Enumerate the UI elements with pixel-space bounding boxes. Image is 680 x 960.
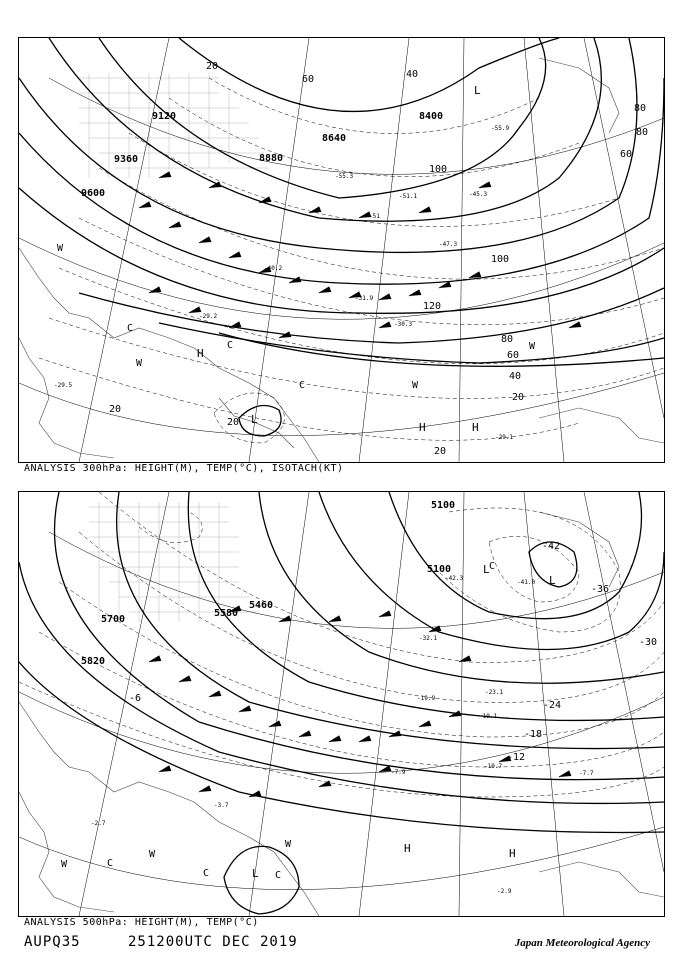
pressure-centers xyxy=(252,563,556,880)
isotherm-lines xyxy=(19,492,664,797)
high-center-marker: H xyxy=(509,847,516,860)
coastlines xyxy=(19,58,664,462)
cold-marker: C xyxy=(275,870,282,881)
temp-obs: -51.1 xyxy=(399,193,418,200)
cold-marker: C xyxy=(127,323,134,334)
temp-obs: -31.9 xyxy=(355,295,374,302)
temp-obs: -7.9 xyxy=(391,769,406,776)
low-center-marker: L xyxy=(251,413,258,426)
temp-markers xyxy=(61,561,498,881)
isotach-label: 120 xyxy=(423,301,442,312)
temp-obs: -30.3 xyxy=(394,321,413,328)
isotherm-label: -18 xyxy=(524,729,543,740)
height-label: 9600 xyxy=(81,188,106,199)
isotach-labels xyxy=(109,61,648,457)
isotach-label: 40 xyxy=(509,371,522,382)
caption-300hpa: ANALYSIS 300hPa: HEIGHT(M), TEMP(°C), ISOTACH(KT) xyxy=(24,463,344,474)
valid-time: 251200UTC DEC 2019 xyxy=(128,934,298,950)
height-label: 9360 xyxy=(114,154,139,165)
height-label: 5100 xyxy=(427,564,452,575)
map-500hpa xyxy=(18,491,665,917)
isotach-label: 80 xyxy=(636,127,649,138)
isotach-label: 60 xyxy=(620,149,633,160)
isotach-label: 100 xyxy=(429,164,448,175)
isotach-label: 20 xyxy=(512,392,525,403)
hatched-region xyxy=(89,502,259,622)
height-contours xyxy=(19,492,664,914)
isotach-label: 80 xyxy=(634,103,647,114)
height-label: 8640 xyxy=(322,133,347,144)
map-500hpa-svg xyxy=(19,492,664,916)
isotach-lines xyxy=(39,78,664,443)
isotach-label: 100 xyxy=(491,254,510,265)
map-300hpa xyxy=(18,37,665,463)
caption-500hpa: ANALYSIS 500hPa: HEIGHT(M), TEMP(°C) xyxy=(24,917,259,928)
isotherm-label: -42 xyxy=(542,541,561,552)
cold-marker: C xyxy=(203,868,210,879)
isotach-label: 80 xyxy=(501,334,514,345)
warm-marker: W xyxy=(149,849,156,860)
isotach-label: 20 xyxy=(206,61,219,72)
high-center-marker: H xyxy=(419,421,426,434)
temp-obs: -32.1 xyxy=(419,635,438,642)
height-label: 8400 xyxy=(419,111,444,122)
graticule xyxy=(19,492,664,916)
temp-obs: -51 xyxy=(369,213,380,220)
temp-obs: -29.2 xyxy=(199,313,218,320)
warm-marker: W xyxy=(412,380,419,391)
temp-obs: -2.9 xyxy=(497,888,512,895)
temperature-obs xyxy=(91,575,594,895)
cold-marker: C xyxy=(107,858,114,869)
wind-barbs xyxy=(149,606,571,797)
temp-obs: -2.7 xyxy=(91,820,106,827)
cold-marker: C xyxy=(227,340,234,351)
height-label: 5100 xyxy=(431,500,456,511)
temp-markers xyxy=(57,243,536,391)
height-label: 5700 xyxy=(101,614,126,625)
low-center-marker: L xyxy=(483,563,490,576)
temp-obs: -45.3 xyxy=(469,191,488,198)
height-label: 5580 xyxy=(214,608,239,619)
height-label: 8880 xyxy=(259,153,284,164)
temp-obs: -55.3 xyxy=(335,173,354,180)
isotherm-label: -30 xyxy=(639,637,658,648)
warm-marker: W xyxy=(285,839,292,850)
low-center-marker: L xyxy=(474,84,481,97)
temp-obs: -29.1 xyxy=(495,434,514,441)
isotach-label: 60 xyxy=(302,74,315,85)
warm-marker: W xyxy=(61,859,68,870)
warm-marker: W xyxy=(57,243,64,254)
temp-obs: -19.1 xyxy=(479,713,498,720)
isotach-label: 20 xyxy=(434,446,447,457)
cold-marker: C xyxy=(299,380,306,391)
temp-obs: -7.7 xyxy=(579,770,594,777)
agency-credit: Japan Meteorological Agency xyxy=(514,937,650,949)
temp-obs: -40.2 xyxy=(264,265,283,272)
isotherm-labels xyxy=(129,541,657,763)
isotherm-label: -24 xyxy=(543,700,562,711)
isotach-label: 20 xyxy=(109,404,122,415)
temp-obs: -41.0 xyxy=(517,579,536,586)
temp-obs: -23.1 xyxy=(485,689,504,696)
temp-obs: -47.3 xyxy=(439,241,458,248)
high-center-marker: H xyxy=(472,421,479,434)
high-center-marker: H xyxy=(197,347,204,360)
low-center-marker: L xyxy=(549,574,556,587)
height-label: 9120 xyxy=(152,111,177,122)
temp-obs: -29.5 xyxy=(54,382,73,389)
isotach-label: 20 xyxy=(227,417,240,428)
chart-code: AUPQ35 xyxy=(24,934,81,950)
temp-obs: -55.9 xyxy=(491,125,510,132)
temp-obs: -3.7 xyxy=(214,802,229,809)
warm-marker: W xyxy=(529,341,536,352)
cold-marker: C xyxy=(489,561,496,572)
isotherm-label: -36 xyxy=(591,584,610,595)
isotach-label: 40 xyxy=(406,69,419,80)
isotherm-label: -12 xyxy=(507,752,526,763)
isotherm-label: -6 xyxy=(129,693,142,704)
map-300hpa-svg xyxy=(19,38,664,462)
warm-marker: W xyxy=(136,358,143,369)
height-label: 5820 xyxy=(81,656,106,667)
isotach-label: 60 xyxy=(507,350,520,361)
temp-obs: -19.9 xyxy=(417,695,436,702)
height-contours xyxy=(19,38,664,436)
high-center-marker: H xyxy=(404,842,411,855)
height-labels xyxy=(81,111,443,199)
temp-obs: -10.7 xyxy=(484,763,503,770)
coastlines xyxy=(19,512,664,916)
low-center-marker: L xyxy=(252,867,259,880)
height-label: 5460 xyxy=(249,600,274,611)
temp-obs: -42.3 xyxy=(445,575,464,582)
